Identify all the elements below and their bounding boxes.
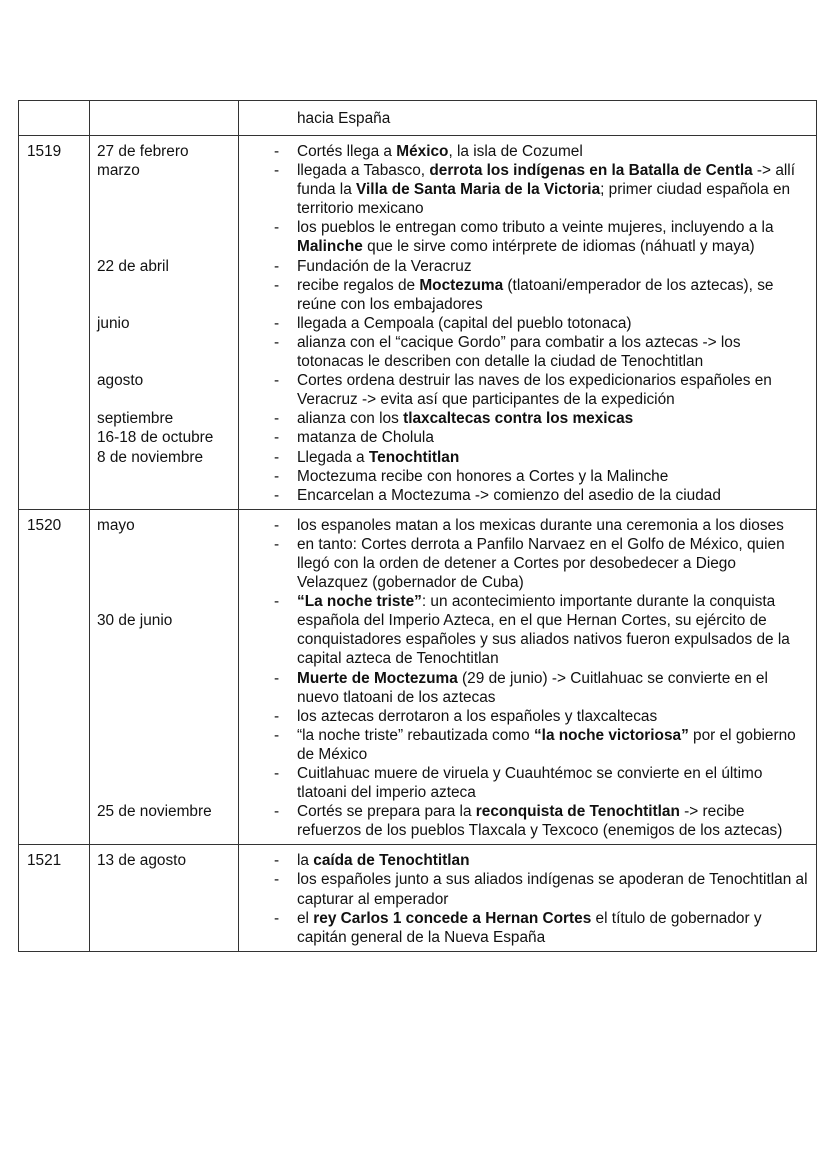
event-item: - Cortés se prepara para la reconquista de Tenochtitlan -> recibe refuerzos de los pueblos Tlaxcala y Texcoco (enemigos de los aztecas) bbox=[239, 802, 810, 840]
date-label bbox=[97, 554, 238, 573]
event-emphasis: tlaxcaltecas contra los mexicas bbox=[403, 410, 634, 428]
event-item: - recibe regalos de Moctezuma (tlatoani/emperador de los aztecas), se reúne con los embajadores bbox=[239, 276, 810, 314]
event-item: - “La noche triste”: un acontecimiento importante durante la conquista española del Imperio Azteca, en el que Hernan Cortes, su ejército de conquistadores españoles y sus aliados nativos fueron expulsados de la capital azteca de Tenochtitlan bbox=[239, 592, 810, 668]
event-item: - alianza con el “cacique Gordo” para combatir a los aztecas -> los totonacas le describen con detalle la ciudad de Tenochtitlan bbox=[239, 333, 810, 371]
date-label bbox=[97, 535, 238, 554]
table-row-year bbox=[19, 509, 817, 845]
event-emphasis: reconquista de Tenochtitlan bbox=[475, 803, 680, 821]
date-label bbox=[97, 726, 238, 745]
date-label: 22 de abril bbox=[97, 257, 169, 275]
events-cell bbox=[239, 136, 817, 510]
date-label: 30 de junio bbox=[97, 612, 173, 630]
event-item: - Cortes ordena destruir las naves de los expedicionarios españoles en Veracruz -> evita así que participantes de la expedición bbox=[239, 371, 810, 409]
date-label: 13 de agosto bbox=[97, 852, 186, 870]
event-emphasis: México bbox=[396, 143, 449, 160]
date-label bbox=[97, 669, 238, 688]
table-row-year bbox=[19, 845, 817, 951]
date-label bbox=[97, 783, 238, 802]
event-item: - Encarcelan a Moctezuma -> comienzo del asedio de la ciudad bbox=[239, 486, 810, 505]
event-emphasis: Villa de Santa Maria de la Victoria bbox=[356, 181, 601, 199]
event-list bbox=[239, 142, 810, 505]
event-emphasis: Muerte de Moctezuma bbox=[297, 669, 458, 687]
year-cell: 1520 bbox=[19, 509, 90, 845]
date-label bbox=[97, 630, 238, 649]
date-label bbox=[97, 764, 238, 783]
event-emphasis: “La noche triste” bbox=[297, 593, 422, 611]
event-item: - Llegada a Tenochtitlan bbox=[239, 448, 810, 467]
events-cell bbox=[239, 845, 817, 951]
event-emphasis: Moctezuma bbox=[419, 276, 504, 294]
event-item: - llegada a Tabasco, derrota los indígenas en la Batalla de Centla -> allí funda la Villa de Santa Maria de la Victoria; primer ciudad española en territorio mexicano bbox=[239, 161, 810, 218]
event-item: - Cuitlahuac muere de viruela y Cuauhtémoc se convierte en el último tlatoani del imperio azteca bbox=[239, 764, 810, 802]
date-cell bbox=[90, 101, 239, 136]
event-emphasis: caída de Tenochtitlan bbox=[313, 852, 470, 870]
date-cell bbox=[90, 136, 239, 510]
date-label bbox=[97, 467, 238, 486]
table-row-continuation bbox=[19, 101, 817, 136]
date-label: mayo bbox=[97, 516, 135, 534]
date-label bbox=[97, 218, 238, 237]
date-cell bbox=[90, 845, 239, 951]
event-list bbox=[239, 516, 810, 841]
date-label: 16-18 de octubre bbox=[97, 429, 214, 447]
date-label bbox=[97, 295, 238, 314]
year-cell: 1519 bbox=[19, 136, 90, 510]
event-item: - en tanto: Cortes derrota a Panfilo Narvaez en el Golfo de México, quien llegó con la orden de detener a Cortes por desobedecer a Diego Velazquez (gobernador de Cuba) bbox=[239, 535, 810, 592]
date-label: 27 de febrero bbox=[97, 143, 189, 160]
date-label bbox=[97, 390, 238, 409]
chronology-table bbox=[18, 100, 817, 952]
event-item: - llegada a Cempoala (capital del pueblo totonaca) bbox=[239, 314, 810, 333]
date-label: agosto bbox=[97, 372, 144, 390]
date-label bbox=[97, 707, 238, 726]
date-label bbox=[97, 573, 238, 592]
event-item: - “la noche triste” rebautizada como “la noche victoriosa” por el gobierno de México bbox=[239, 726, 810, 764]
event-item: - los españoles junto a sus aliados indígenas se apoderan de Tenochtitlan al capturar al emperador bbox=[239, 870, 810, 908]
event-item: - la caída de Tenochtitlan bbox=[239, 851, 810, 870]
date-label bbox=[97, 649, 238, 668]
events-cell bbox=[239, 101, 817, 136]
date-cell bbox=[90, 509, 239, 845]
event-emphasis: “la noche victoriosa” bbox=[533, 726, 689, 744]
event-item: - Fundación de la Veracruz bbox=[239, 257, 810, 276]
date-label bbox=[97, 180, 238, 199]
event-item: - matanza de Cholula bbox=[239, 428, 810, 447]
year-cell bbox=[19, 101, 90, 136]
date-label bbox=[97, 276, 238, 295]
date-label bbox=[97, 486, 238, 505]
date-label: 8 de noviembre bbox=[97, 448, 204, 466]
event-item: - Muerte de Moctezuma (29 de junio) -> Cuitlahuac se convierte en el nuevo tlatoani de los aztecas bbox=[239, 669, 810, 707]
date-label bbox=[97, 199, 238, 218]
event-emphasis: Tenochtitlan bbox=[368, 448, 460, 466]
date-label bbox=[97, 352, 238, 371]
date-label bbox=[97, 592, 238, 611]
event-item: - los pueblos le entregan como tributo a veinte mujeres, incluyendo a la Malinche que le sirve como intérprete de idiomas (náhuatl y maya) bbox=[239, 218, 810, 256]
continuation-text: hacia España bbox=[297, 110, 391, 127]
event-item: - Cortés llega a México, la isla de Cozumel bbox=[239, 142, 810, 161]
year-cell: 1521 bbox=[19, 845, 90, 951]
date-label bbox=[97, 745, 238, 764]
table-row-year bbox=[19, 136, 817, 510]
event-item: - alianza con los tlaxcaltecas contra los mexicas bbox=[239, 409, 810, 428]
date-label bbox=[97, 333, 238, 352]
date-label: marzo bbox=[97, 162, 140, 180]
date-label bbox=[97, 688, 238, 707]
event-emphasis: rey Carlos 1 concede a Hernan Cortes bbox=[313, 909, 592, 927]
event-emphasis: derrota los indígenas en la Batalla de Centla bbox=[429, 162, 753, 180]
event-item: - Moctezuma recibe con honores a Cortes y la Malinche bbox=[239, 467, 810, 486]
event-item: - el rey Carlos 1 concede a Hernan Cortes el título de gobernador y capitán general de la Nueva España bbox=[239, 909, 810, 947]
event-list bbox=[239, 851, 810, 946]
date-label: junio bbox=[97, 314, 130, 332]
date-label bbox=[97, 237, 238, 256]
event-emphasis: Malinche bbox=[297, 238, 363, 256]
date-label: septiembre bbox=[97, 410, 174, 428]
event-item: - los espanoles matan a los mexicas durante una ceremonia a los dioses bbox=[239, 516, 810, 535]
date-label: 25 de noviembre bbox=[97, 803, 212, 821]
event-item: - los aztecas derrotaron a los españoles y tlaxcaltecas bbox=[239, 707, 810, 726]
events-cell bbox=[239, 509, 817, 845]
